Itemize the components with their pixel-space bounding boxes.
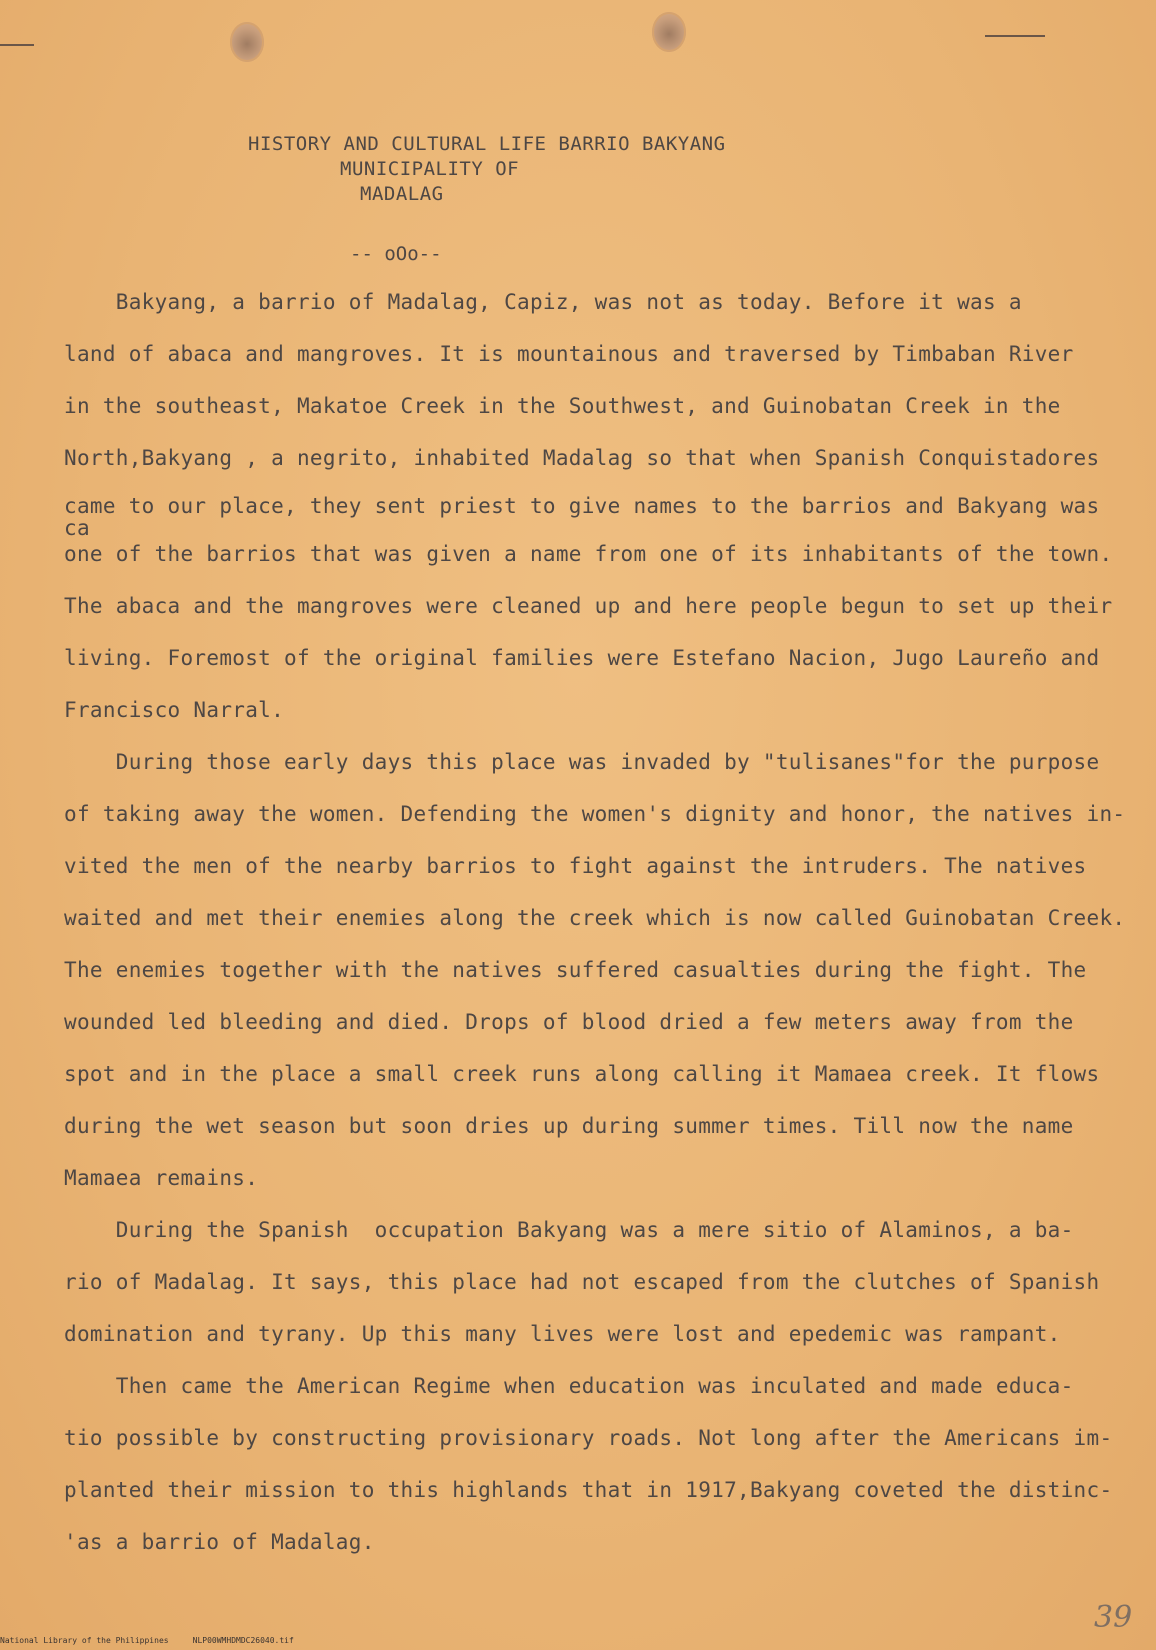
text-line: in the southeast, Makatoe Creek in the Southwest, and Guinobatan Creek in the [64,394,1061,418]
handwritten-page-number: 39 [1094,1600,1133,1635]
text-line: tio possible by constructing provisionary roads. Not long after the Americans im- [64,1426,1113,1450]
title-divider: -- oOo-- [350,243,442,265]
text-line: one of the barrios that was given a name from one of its inhabitants of the town. [64,542,1113,566]
text-line: of taking away the women. Defending the women's dignity and honor, the natives in- [64,802,1126,826]
text-line: waited and met their enemies along the creek which is now called Guinobatan Creek. [64,906,1126,930]
text-line: vited the men of the nearby barrios to fight against the intruders. The natives [64,854,1087,878]
title-line-2: MUNICIPALITY OF [340,158,520,180]
text-line: planted their mission to this highlands that in 1917,Bakyang coveted the distinc- [64,1478,1113,1502]
text-line: land of abaca and mangroves. It is mountainous and traversed by Timbaban River [64,342,1074,366]
text-line: The enemies together with the natives suffered casualties during the fight. The [64,958,1087,982]
text-line: ca [64,516,90,540]
text-line: Then came the American Regime when education was inculated and made educa- [64,1374,1074,1398]
text-line: Francisco Narral. [64,698,285,722]
text-line: spot and in the place a small creek runs along calling it Mamaea creek. It flows [64,1062,1100,1086]
text-line: during the wet season but soon dries up during summer times. Till now the name [64,1114,1074,1138]
text-line: domination and tyrany. Up this many lives were lost and epedemic was rampant. [64,1322,1061,1346]
right-margin-mark [985,35,1045,37]
text-line: North,Bakyang , a negrito, inhabited Madalag so that when Spanish Conquistadores [64,446,1100,470]
text-line: Mamaea remains. [64,1166,259,1190]
scan-source-footer: National Library of the Philippines NLP00WMHDMDC26040.tif [0,1636,294,1645]
text-line: During the Spanish occupation Bakyang was a mere sitio of Alaminos, a ba- [64,1218,1074,1242]
text-line: living. Foremost of the original families were Estefano Nacion, Jugo Laureño and [64,646,1100,670]
text-line: wounded led bleeding and died. Drops of blood dried a few meters away from the [64,1010,1074,1034]
text-line: rio of Madalag. It says, this place had not escaped from the clutches of Spanish [64,1270,1100,1294]
document-body [64,287,1126,1579]
paragraph-2 [64,747,1126,1215]
paragraph-1 [64,287,1113,747]
paragraph-4 [64,1371,1113,1579]
paragraph-3 [64,1215,1104,1371]
text-line: Bakyang, a barrio of Madalag, Capiz, was not as today. Before it was a [64,290,1022,314]
text-line: During those early days this place was invaded by "tulisanes"for the purpose [64,750,1100,774]
text-line: The abaca and the mangroves were cleaned up and here people begun to set up their [64,594,1113,618]
text-line: came to our place, they sent priest to give names to the barrios and Bakyang was [64,494,1100,518]
title-line-1: HISTORY AND CULTURAL LIFE BARRIO BAKYANG [248,133,726,155]
document-title [248,132,726,207]
punch-hole-right [652,12,686,52]
punch-hole-left [230,22,264,62]
title-line-3: MADALAG [360,183,444,205]
left-margin-mark [0,44,34,46]
text-line: 'as a barrio of Madalag. [64,1530,375,1554]
